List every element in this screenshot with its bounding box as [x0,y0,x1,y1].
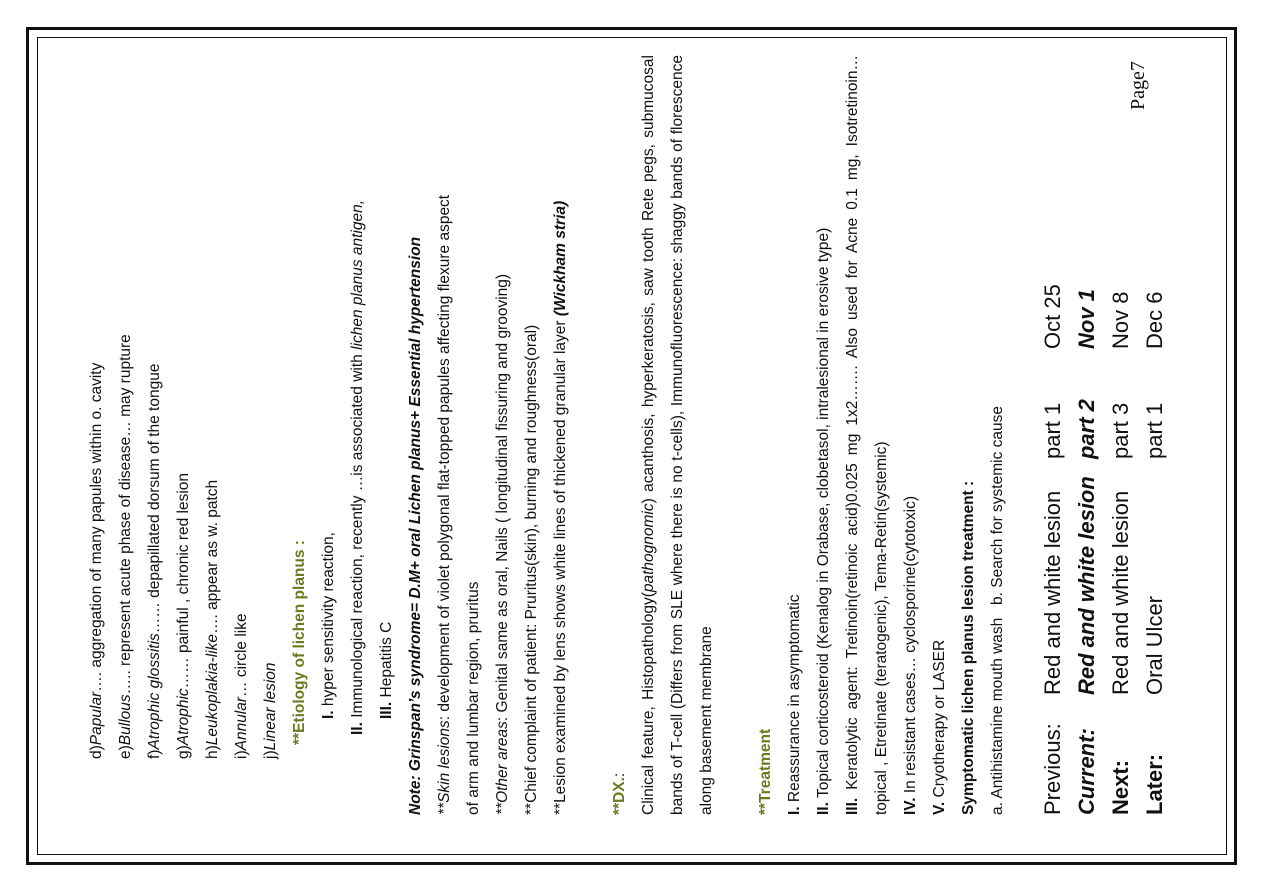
list-item: e)Bullous….. represent acute phase of disease… may rupture [117,334,134,759]
page-content [82,55,1172,815]
treatment-item: IV. In resistant cases… cyclosporine(cytotoxic) [902,495,919,815]
symptomatic-heading: Symptomatic lichen planus lesion treatment : [960,480,977,815]
treatment-item: V. Cryotherapy or LASER [931,639,948,815]
list-item: h)Leukoplakia-like…. appear as w. patch [204,479,221,759]
schedule-row-next: Next: Red and white lesion part 3 Nov 8 [1108,291,1133,815]
note-grinspan: Note: Grinspan’s syndrome= D.M+ oral Lichen planus+ Essential hypertension [407,236,424,815]
schedule-row-current: Current: Red and white lesion part 2 Nov 1 [1074,289,1099,815]
schedule-row-later: Later: Oral Ulcer part 1 Dec 6 [1142,291,1167,815]
symptomatic-options [983,55,1012,815]
treatment-item: III. Keratolytic agent: Tretinoin(retinoic acid)0.025 mg 1x2……. Also used for Acne 0.1 mg, Isotretinoin… topical , Etretinate (teratogenic), Tema-Retin(systemic) [844,55,890,815]
option-systemic-cause: b. Search for systemic cause [989,406,1006,605]
list-item: i)Annular… circle like [233,613,250,759]
page-number: Page7 [1127,61,1149,110]
etiology-item: II. Immunological reaction, recently …is associated with lichen planus antigen, [349,199,366,735]
skin-lesions: **Skin lesions: development of violet polygonal flat-topped papules affecting flexure aspect [436,194,453,815]
dx-text: Clinical feature, Histopathology(pathognomic) acanthosis, hyperkeratosis, saw tooth Rete pegs, submucosal bands of T-cell (Differs from SLE where there is no t-cells), Immunofluorescence: shaggy bands of florescence along basement membrane [640,55,715,815]
treatment-heading: **Treatment [757,728,774,815]
option-antihistamine: a. Antihistamine mouth wash [989,617,1006,815]
list-item: g)Atrophic…… painful , chronic red lesion [175,472,192,759]
list-item: d)Papular…. aggregation of many papules within o. cavity [88,362,105,759]
chief-complaint: **Chief complaint of patient: Pruritus(skin), burning and roughness(oral) [523,324,540,815]
other-areas: **Other areas: Genital same as oral, Nails ( longitudinal fissuring and grooving) [494,273,511,815]
list-item: f)Atrophic glossitis…… depapillated dorsum of the tongue [146,363,163,759]
lecture-schedule [1036,55,1172,815]
etiology-heading: **Etiology of lichen planus : [291,540,308,745]
treatment-item: I. Reassurance in asymptomatic [786,594,803,815]
etiology-item: I. hyper sensitivity reaction, [320,532,337,719]
rotated-page [37,37,1227,855]
dx-heading: **DX.: [611,772,628,815]
etiology-item: III. Hepatitis C [378,621,395,719]
lens-exam: **Lesion examined by lens shows white lines of thickened granular layer (Wickham stria) [552,200,569,815]
lesion-type-list [82,55,285,815]
treatment-item: II. Topical corticosteroid (Kenalog in Orabase, clobetasol, intralesional in erosive type) [815,227,832,815]
schedule-row-previous: Previous: Red and white lesion part 1 Oct 25 [1040,284,1065,815]
skin-lesions-cont: of arm and lumbar region, pruritus [465,581,482,815]
list-item: j)Linear lesion [262,662,279,759]
